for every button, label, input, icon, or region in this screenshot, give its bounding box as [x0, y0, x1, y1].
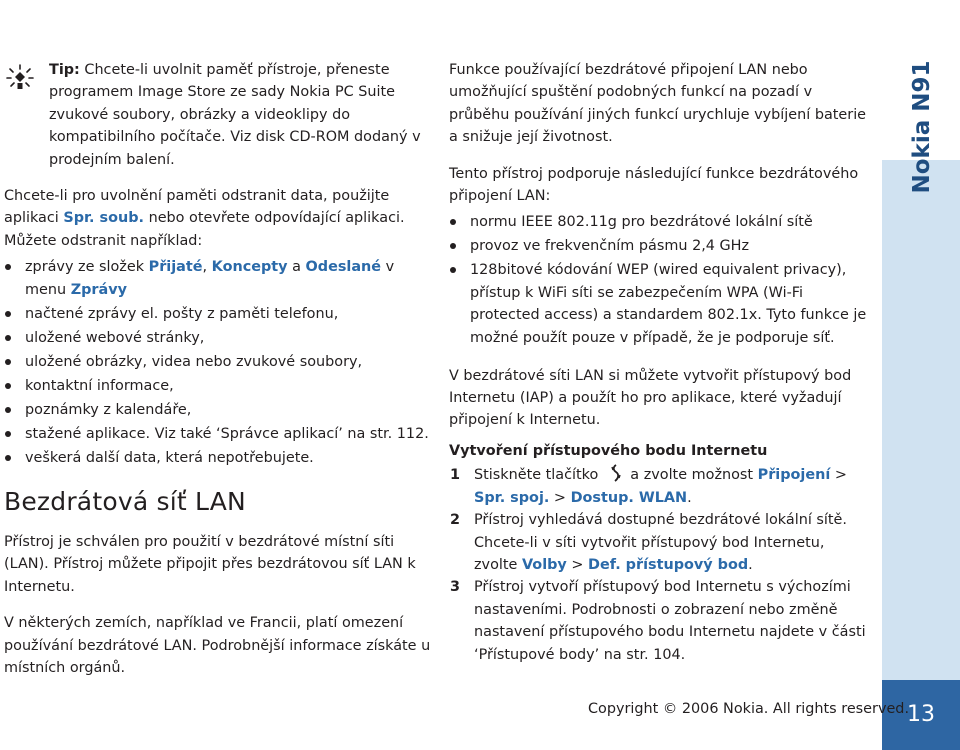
list-item — [4, 351, 432, 373]
bullet-dot — [450, 267, 456, 273]
link-file-manager[interactable]: Spr. soub. — [63, 210, 144, 227]
list-item-text: stažené aplikace. Viz také ‘Správce aplikací’ na str. 112. — [25, 425, 429, 442]
list-item — [449, 235, 869, 257]
list-item-text: kontaktní informace, — [25, 377, 174, 394]
memory-intro — [4, 185, 432, 252]
list-item-sep: , — [202, 259, 212, 276]
list-item-text: načtené zprávy el. pošty z paměti telefonu, — [25, 305, 339, 322]
step-item — [449, 464, 869, 509]
step-text: Přístroj vytvoří přístupový bod Internetu s výchozími nastaveními. Podrobnosti o zobrazení nebo změně nastavení přístupového bodu Internetu najdete v části ‘Přístupové body’ na str. 104. — [474, 579, 866, 663]
step-sep: . — [687, 489, 692, 506]
tip-text — [49, 59, 432, 171]
list-item-text: v menu — [25, 259, 395, 298]
copyright: Copyright © 2006 Nokia. All rights reserved. — [588, 701, 910, 717]
list-item-text: uložené webové stránky, — [25, 329, 205, 346]
wlan-paragraph-1: Funkce používající bezdrátové připojení LAN nebo umožňující spuštění podobných funkcí na pozadí v průběhu používání jiných funkcí urychluje vybíjení baterie a snižuje její životnost. — [449, 62, 867, 146]
list-item — [4, 447, 432, 469]
bullet-dot — [5, 383, 11, 389]
list-item-sep: a — [287, 259, 306, 276]
step-number: 2 — [450, 512, 461, 529]
memory-intro-text: Chcete-li pro uvolnění paměti odstranit data, použijte aplikaci — [4, 188, 390, 227]
list-item-text: uložené obrázky, videa nebo zvukové soubory, — [25, 353, 363, 370]
bullet-dot — [450, 243, 456, 249]
link-available-wlan[interactable]: Dostup. WLAN — [570, 489, 688, 506]
memory-intro-text-2: nebo otevřete odpovídající aplikaci. Můžete odstranit například: — [4, 210, 405, 249]
lan-paragraph-2: V některých zemích, například ve Francii, platí omezení používání bezdrátové LAN. Podrobnější informace získáte u místních orgánů. — [4, 615, 431, 677]
link-define-access-point[interactable]: Def. přístupový bod — [588, 556, 749, 573]
brand-text: Nokia N91 — [909, 60, 935, 194]
bullet-dot — [5, 311, 11, 317]
link-inbox[interactable]: Přijaté — [148, 259, 203, 276]
link-connectivity[interactable]: Připojení — [757, 467, 831, 484]
link-options[interactable]: Volby — [521, 556, 567, 573]
steps-list — [449, 464, 869, 666]
lan-paragraph-1: Přístroj je schválen pro použití v bezdrátové místní síti (LAN). Přístroj můžete připojit přes bezdrátovou síť LAN k Internetu. — [4, 534, 416, 595]
list-item-text: provoz ve frekvenčním pásmu 2,4 GHz — [470, 238, 750, 255]
step-sep: > — [566, 556, 589, 573]
bullet-dot — [5, 431, 11, 437]
step-sep: > — [830, 467, 847, 484]
lightbulb-icon — [6, 64, 34, 92]
list-item — [4, 423, 432, 445]
bullet-dot — [5, 359, 11, 365]
menu-key-icon — [610, 464, 622, 482]
list-item — [449, 211, 869, 233]
list-item — [4, 375, 432, 397]
link-messages[interactable]: Zprávy — [70, 281, 127, 298]
list-item — [4, 303, 432, 325]
wlan-paragraph-2: Tento přístroj podporuje následující funkce bezdrátového připojení LAN: — [449, 165, 859, 205]
right-column — [449, 59, 869, 666]
memory-list — [4, 256, 432, 469]
list-item — [4, 399, 432, 421]
bullet-dot — [5, 407, 11, 413]
page-number: 13 — [907, 702, 935, 727]
step-sep: > — [549, 489, 571, 506]
bullet-dot — [5, 264, 11, 270]
list-item — [4, 327, 432, 349]
step-text: Stiskněte tlačítko — [474, 467, 599, 484]
step-number: 1 — [450, 467, 461, 484]
wlan-paragraph-3: V bezdrátové síti LAN si můžete vytvořit přístupový bod Internetu (IAP) a použít ho pro aplikace, které vyžadují připojení k Internetu. — [449, 367, 852, 429]
link-conn-manager[interactable]: Spr. spoj. — [474, 489, 550, 506]
wlan-features-list — [449, 211, 869, 349]
link-sent[interactable]: Odeslané — [305, 259, 382, 276]
bullet-dot — [5, 335, 11, 341]
tip-body: Chcete-li uvolnit paměť přístroje, přeneste programem Image Store ze sady Nokia PC Suite zvukové soubory, obrázky a videoklipy do kompatibilního počítače. Viz disk CD-ROM dodaný v prodejním balení. — [49, 62, 421, 168]
tip-label: Tip: — [49, 62, 80, 78]
step-text: a zvolte možnost — [630, 467, 758, 484]
list-item-text: veškerá další data, která nepotřebujete. — [25, 449, 314, 466]
section-heading: Bezdrátová síť LAN — [4, 487, 246, 517]
list-item — [449, 259, 869, 349]
bullet-dot — [5, 455, 11, 461]
brand-label — [876, 60, 960, 194]
tip-box — [4, 59, 432, 171]
subheading: Vytvoření přístupového bodu Internetu — [449, 442, 768, 459]
link-drafts[interactable]: Koncepty — [211, 259, 288, 276]
step-sep: . — [748, 556, 753, 573]
left-column — [4, 59, 432, 680]
list-item-text: poznámky z kalendáře, — [25, 401, 192, 418]
step-number: 3 — [450, 579, 461, 596]
bullet-dot — [450, 219, 456, 225]
step-item — [449, 509, 869, 576]
list-item-text: zprávy ze složek — [25, 259, 149, 276]
step-item — [449, 576, 869, 666]
step-text: Přístroj vyhledává dostupné bezdrátové lokální sítě. Chcete-li v síti vytvořit přístupový bod Internetu, zvolte — [474, 512, 847, 573]
list-item-text: 128bitové kódování WEP (wired equivalent privacy), přístup k WiFi síti se zabezpečením WPA (Wi-Fi protected access) a standardem 802.1x. Tyto funkce je možné použít pouze v případě, že je podporuje síť. — [470, 262, 867, 346]
list-item-text: normu IEEE 802.11g pro bezdrátové lokální sítě — [470, 214, 813, 231]
list-item — [4, 256, 432, 301]
